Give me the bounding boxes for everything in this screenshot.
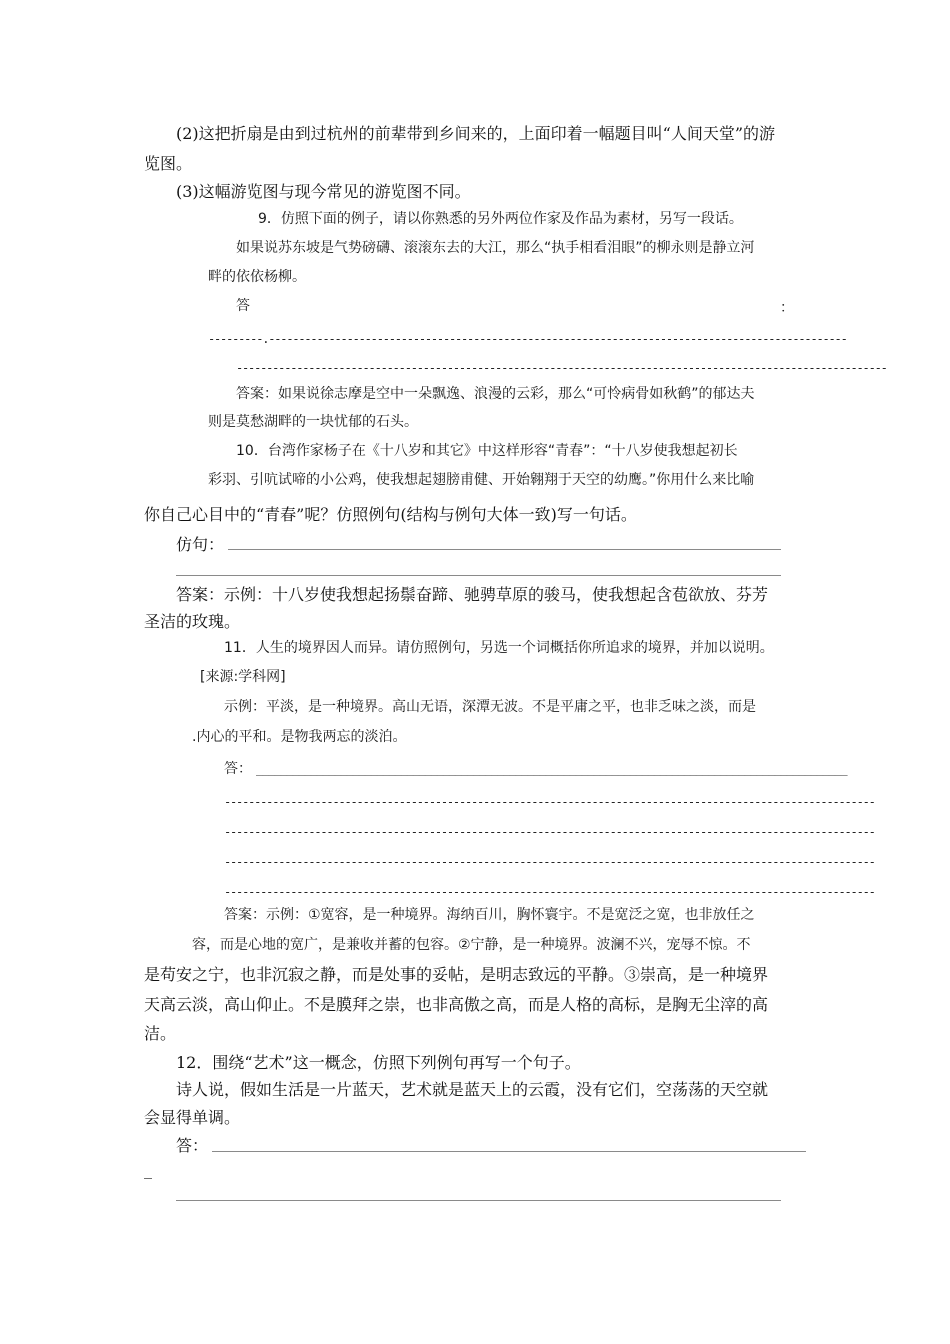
q12-prompt: 12．围绕“艺术”这一概念，仿照下列例句再写一个句子。 [176,1053,581,1072]
q10-imitate-blank-1[interactable] [228,549,781,550]
q11-answer-label: 答： [224,761,252,777]
q12-stray-mark: _ [144,1160,152,1179]
q10-prompt-line-1: 10．台湾作家杨子在《十八岁和其它》中这样形容“青春”：“十八岁使我想起初长 [236,443,738,459]
q12-example-line-1: 诗人说，假如生活是一片蓝天，艺术就是蓝天上的云霞，没有它们，空荡荡的天空就 [176,1080,769,1099]
q10-solution-line-1: 答案：示例：十八岁使我想起扬鬃奋蹄、驰骋草原的骏马，使我想起含苞欲放、芬芳 [176,585,769,604]
intro-line-2: 览图。 [144,154,193,173]
q9-answer-blank-1[interactable]: ---------.------------------------------------------------------------------------------------------------ [208,332,847,346]
q12-answer-blank-2[interactable] [176,1200,781,1201]
q12-example-line-2: 会显得单调。 [144,1108,241,1127]
q11-solution-line-3: 是苟安之宁，也非沉寂之静，而是处事的妥帖，是明志致远的平静。③崇高，是一种境界 [144,965,769,984]
q10-prompt-line-3: 你自己心目中的“青春”呢？仿照例句(结构与例句大体一致)写一句话。 [144,505,637,524]
q9-prompt: 9．仿照下面的例子，请以你熟悉的另外两位作家及作品为素材，另写一段话。 [258,211,743,227]
q12-answer-label: 答： [176,1136,209,1155]
q11-solution-line-4: 天高云淡，高山仰止。不是膜拜之崇，也非高傲之高，而是人格的高标，是胸无尘滓的高 [144,995,769,1014]
q10-prompt-line-2: 彩羽、引吭试啼的小公鸡，使我想起翅膀甫健、开始翱翔于天空的幼鹰。”你用什么来比喻 [208,472,755,488]
q10-imitate-blank-2[interactable] [176,575,781,576]
q11-example-line-2: .内心的平和。是物我两忘的淡泊。 [192,729,407,745]
q9-solution-line-1: 答案：如果说徐志摩是空中一朵飘逸、浪漫的云彩，那么“可怜病骨如秋鹤”的郁达夫 [236,386,755,402]
q9-solution-line-2: 则是莫愁湖畔的一块忧郁的石头。 [208,414,418,430]
q11-answer-blank-2[interactable]: ------------------------------------------------------------------------------------------------------------ [224,795,875,809]
q11-answer-blank-4[interactable]: ------------------------------------------------------------------------------------------------------------ [224,855,875,869]
intro-line-3: (3)这幅游览图与现今常见的游览图不同。 [176,182,471,201]
q11-solution-line-5: 洁。 [144,1024,177,1043]
q11-answer-blank-5[interactable]: ------------------------------------------------------------------------------------------------------------ [224,885,875,899]
q11-solution-line-2: 容，而是心地的宽广，是兼收并蓄的包容。②宁静，是一种境界。波澜不兴，宠辱不惊。不 [192,937,751,953]
q10-imitate-label: 仿句： [176,535,225,554]
intro-line-1: (2)这把折扇是由到过杭州的前辈带到乡间来的，上面印着一幅题目叫“人间天堂”的游 [176,124,776,143]
q10-solution-line-2: 圣洁的玫瑰。 [144,612,241,631]
q9-example-line-1: 如果说苏东坡是气势磅礴、滚滚东去的大江，那么“执手相看泪眼”的柳永则是静立河 [236,240,755,256]
q9-answer-colon: ： [780,300,794,316]
q11-answer-blank-3[interactable]: ------------------------------------------------------------------------------------------------------------ [224,825,875,839]
q9-example-line-2: 畔的依依杨柳。 [208,269,306,285]
q11-prompt: 11．人生的境界因人而异。请仿照例句，另选一个词概括你所追求的境界，并加以说明。 [224,640,774,656]
q11-answer-blank-1[interactable]: __________________________________________________________________________________________________ [256,762,847,776]
q11-solution-line-1: 答案：示例：①宽容，是一种境界。海纳百川，胸怀寰宇。不是宽泛之宽，也非放任之 [224,907,755,923]
q12-answer-blank-1[interactable] [212,1151,806,1152]
q9-answer-label: 答 [236,298,250,314]
q9-answer-blank-2[interactable]: ------------------------------------------------------------------------------------------------------------ [236,361,887,375]
q11-example-line-1: 示例：平淡，是一种境界。高山无语，深潭无波。不是平庸之平，也非乏味之淡，而是 [224,699,756,715]
q11-source-tag: [来源:学科网] [200,669,286,685]
